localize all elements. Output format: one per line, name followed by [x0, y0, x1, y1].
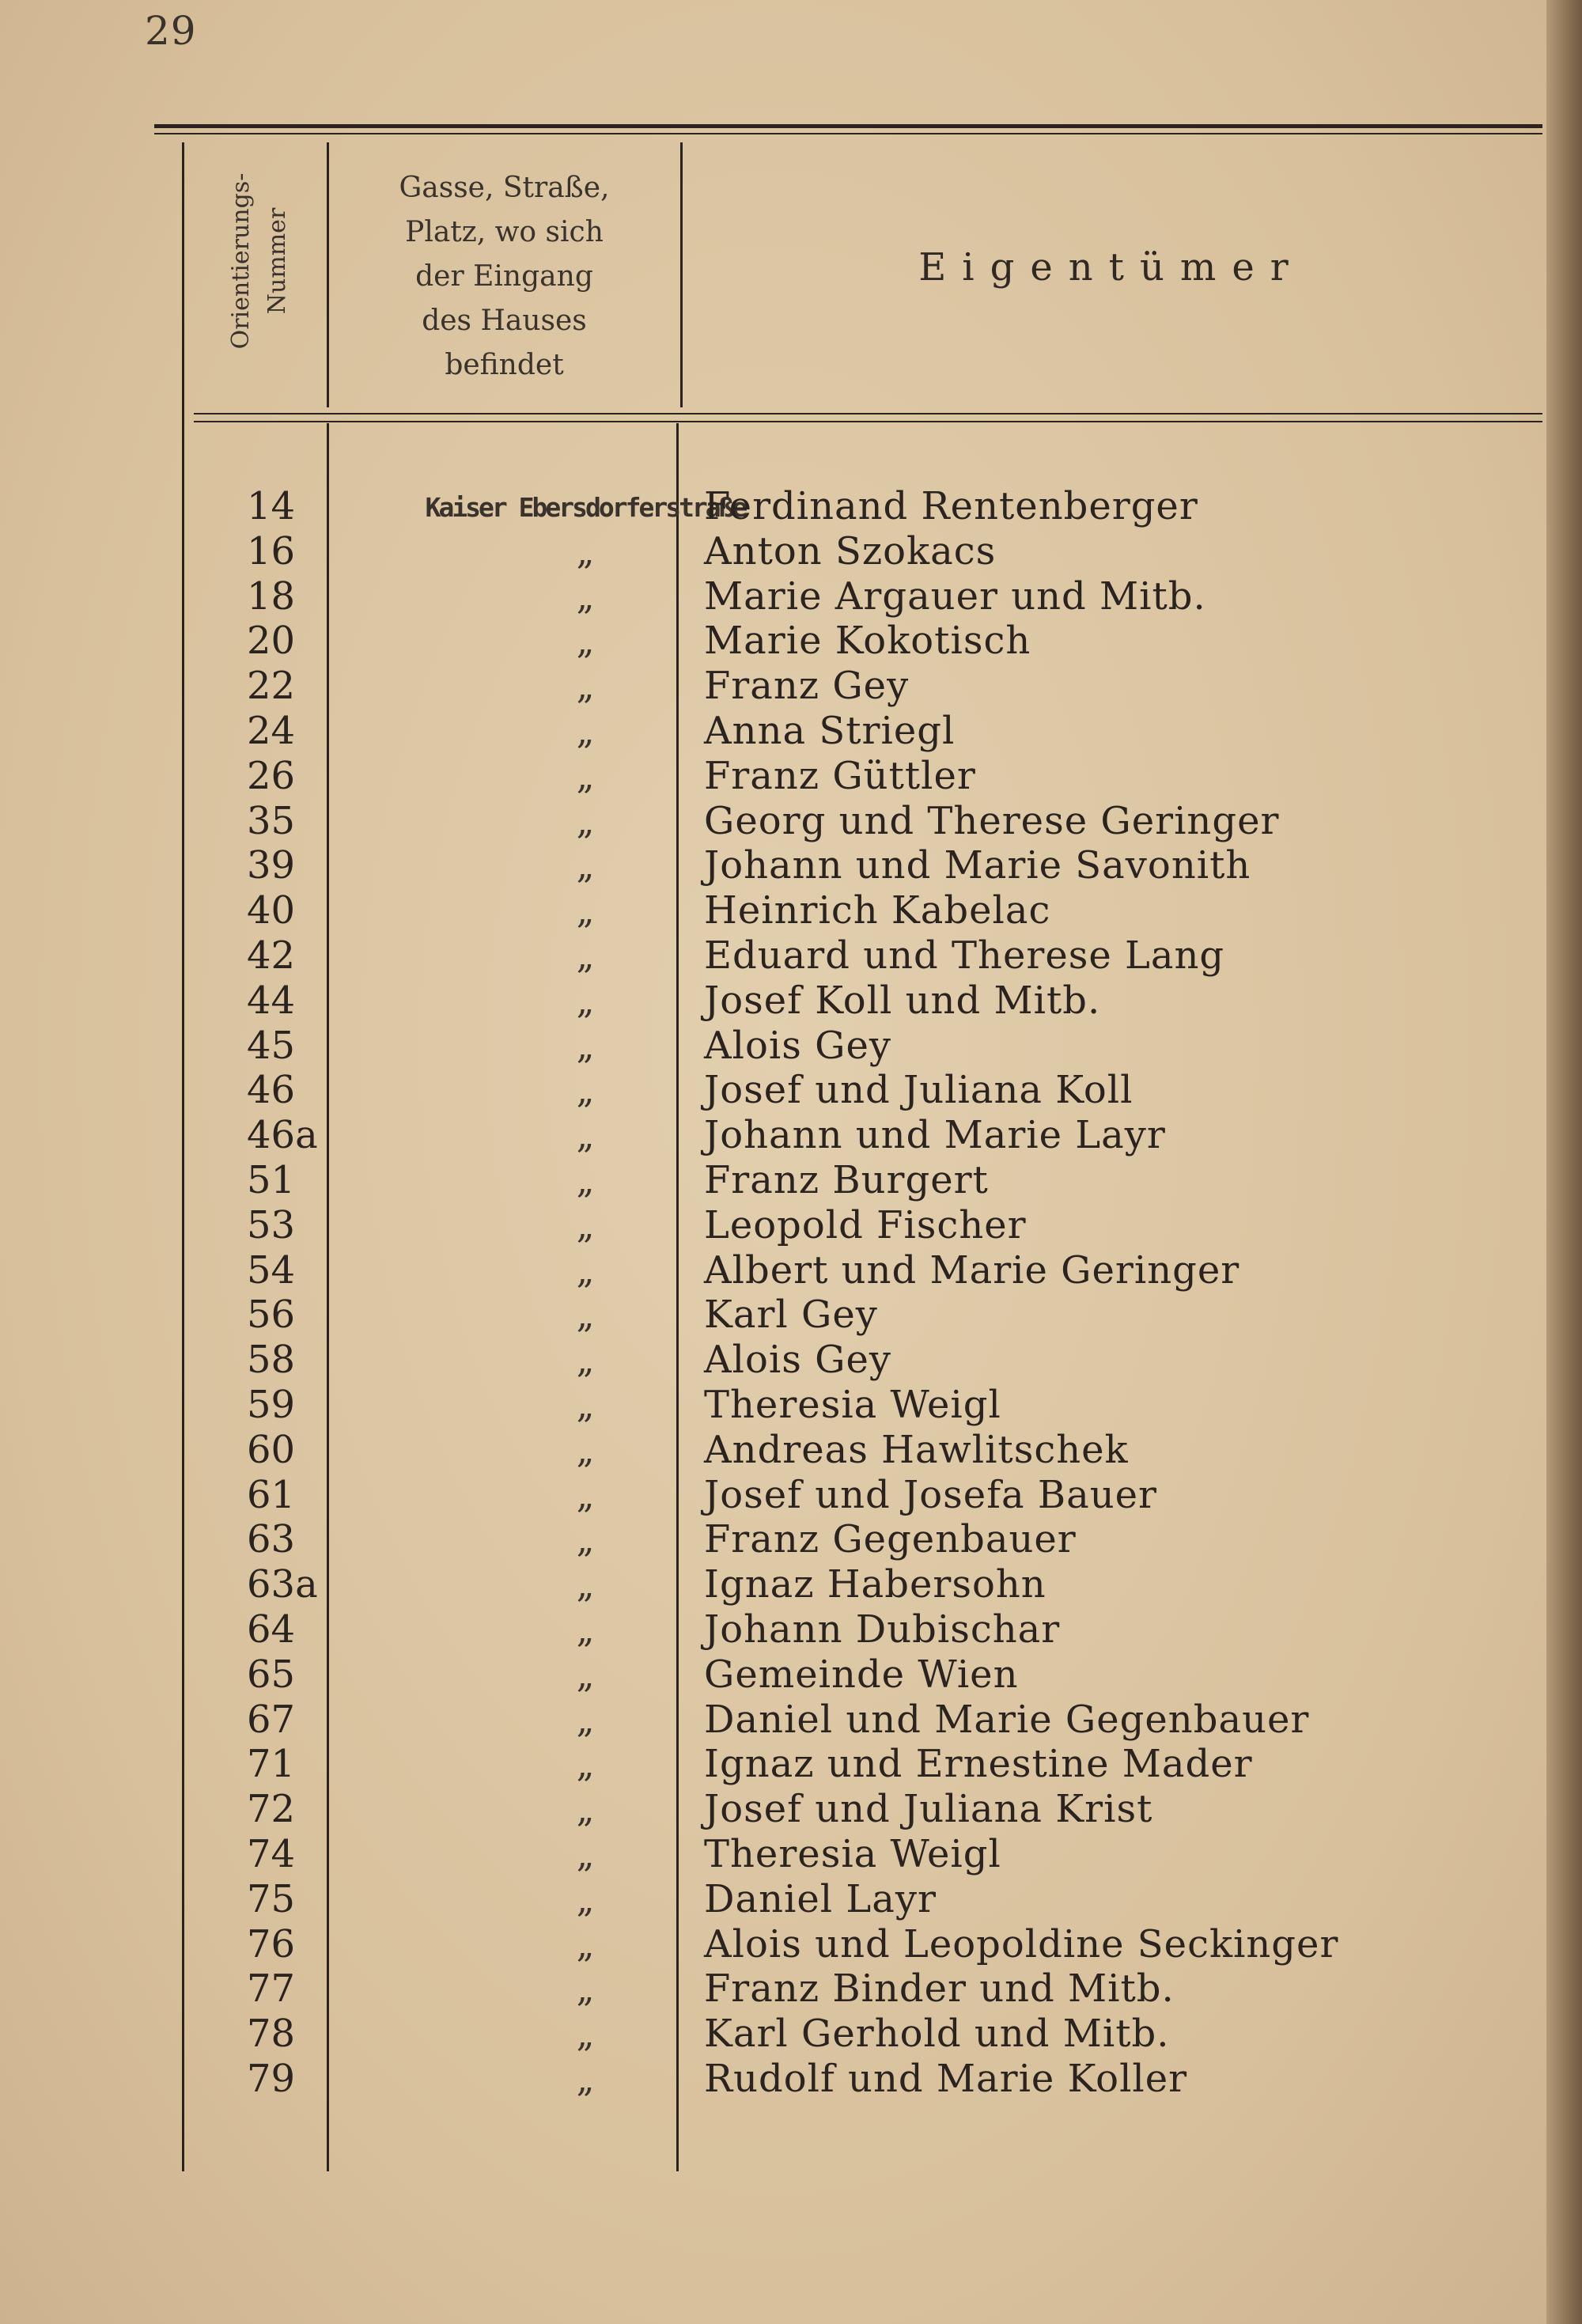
house-number: 42 — [247, 933, 296, 978]
ditto-mark: „ — [576, 1206, 595, 1247]
ditto-mark: „ — [576, 1296, 595, 1337]
table-row — [182, 1024, 1527, 1069]
owner-name: Johann Dubischar — [704, 1607, 1061, 1652]
header-bottom-rule-2 — [194, 421, 1542, 422]
table-row — [182, 1158, 1527, 1203]
house-number: 20 — [247, 619, 296, 664]
ditto-mark: „ — [576, 1925, 595, 1966]
ditto-mark: „ — [576, 1745, 595, 1786]
table-row — [182, 1517, 1527, 1562]
owner-name: Daniel und Marie Gegenbauer — [704, 1697, 1310, 1742]
ditto-mark: „ — [576, 667, 595, 708]
table-row — [182, 1698, 1527, 1743]
ditto-mark: „ — [576, 756, 595, 797]
owner-name: Ferdinand Rentenberger — [704, 484, 1198, 528]
house-number: 75 — [247, 1876, 296, 1921]
house-number: 51 — [247, 1157, 296, 1202]
ditto-mark: „ — [576, 1700, 595, 1741]
table-row — [182, 709, 1527, 754]
house-number: 53 — [247, 1202, 296, 1247]
table-row — [182, 1787, 1527, 1832]
house-number: 76 — [247, 1921, 296, 1966]
table-row — [182, 1832, 1527, 1877]
owner-name: Johann und Marie Layr — [704, 1113, 1166, 1158]
house-number: 78 — [247, 2012, 296, 2057]
owner-name: Albert und Marie Geringer — [704, 1247, 1240, 1293]
table-row — [182, 933, 1527, 978]
owner-name: Franz Gey — [704, 664, 910, 709]
house-number: 77 — [247, 1966, 296, 2012]
table-row — [182, 1428, 1527, 1473]
ditto-mark: „ — [576, 801, 595, 842]
owner-name: Gemeinde Wien — [704, 1652, 1019, 1697]
table-row — [182, 888, 1527, 933]
table-row — [182, 1068, 1527, 1113]
house-number: 18 — [247, 573, 296, 619]
table-row — [182, 1742, 1527, 1787]
top-rule — [154, 124, 1542, 128]
header-number-column — [188, 127, 331, 396]
house-number: 63a — [247, 1562, 318, 1607]
owner-name: Marie Kokotisch — [704, 619, 1031, 664]
table-row — [182, 1877, 1527, 1922]
header-number-line-1: Orientierungs- — [227, 172, 255, 350]
house-number: 16 — [247, 528, 296, 573]
table-row — [182, 978, 1527, 1024]
ditto-mark: „ — [576, 1116, 595, 1157]
ditto-mark: „ — [576, 1430, 595, 1471]
owner-name: Karl Gey — [704, 1293, 878, 1338]
owner-name: Theresia Weigl — [704, 1831, 1001, 1876]
table-row — [182, 1338, 1527, 1383]
table-row — [182, 1652, 1527, 1698]
header-street-line: Platz, wo sich — [405, 216, 604, 248]
owner-name: Josef und Juliana Krist — [704, 1787, 1153, 1832]
house-number: 35 — [247, 798, 296, 843]
header-street-line: des Hauses — [422, 305, 587, 337]
table-row — [182, 1966, 1527, 2012]
table-row — [182, 529, 1527, 574]
owner-name: Josef und Juliana Koll — [704, 1068, 1134, 1113]
owner-name: Alois Gey — [704, 1338, 892, 1383]
table-row — [182, 1473, 1527, 1518]
owner-name: Alois Gey — [704, 1023, 892, 1068]
owner-name: Alois und Leopoldine Seckinger — [704, 1921, 1339, 1966]
ditto-mark: „ — [576, 711, 595, 752]
table-row — [182, 1562, 1527, 1607]
ditto-mark: „ — [576, 1520, 595, 1561]
house-number: 46a — [247, 1113, 318, 1158]
owner-name: Rudolf und Marie Koller — [704, 2056, 1188, 2101]
ditto-mark: „ — [576, 846, 595, 888]
table-row — [182, 754, 1527, 799]
owner-name: Josef und Josefa Bauer — [704, 1472, 1157, 1517]
owner-name: Franz Burgert — [704, 1157, 989, 1202]
owner-name: Franz Güttler — [704, 753, 976, 798]
house-number: 39 — [247, 843, 296, 888]
owner-name: Anna Striegl — [704, 708, 956, 753]
owner-name: Franz Gegenbauer — [704, 1517, 1077, 1562]
house-number: 58 — [247, 1338, 296, 1383]
ditto-mark: „ — [576, 1610, 595, 1651]
house-number: 45 — [247, 1023, 296, 1068]
owner-name: Heinrich Kabelac — [704, 888, 1051, 933]
house-number: 26 — [247, 753, 296, 798]
owner-name: Johann und Marie Savonith — [704, 843, 1251, 888]
house-number: 22 — [247, 664, 296, 709]
ditto-mark: „ — [576, 2015, 595, 2056]
owner-name: Anton Szokacs — [704, 528, 997, 573]
ditto-mark: „ — [576, 1385, 595, 1426]
table-row — [182, 1383, 1527, 1428]
owner-name: Daniel Layr — [704, 1876, 937, 1921]
ditto-mark: „ — [576, 622, 595, 663]
table-row — [182, 484, 1527, 529]
ditto-mark: „ — [576, 936, 595, 977]
ditto-mark: „ — [576, 1879, 595, 1921]
house-number: 74 — [247, 1831, 296, 1876]
table-row — [182, 1203, 1527, 1248]
house-number: 60 — [247, 1427, 296, 1472]
ditto-mark: „ — [576, 1970, 595, 2011]
house-number: 46 — [247, 1068, 296, 1113]
page-number: 29 — [145, 8, 197, 54]
header-street-line: Gasse, Straße, — [399, 172, 610, 204]
table-row — [182, 2012, 1527, 2057]
header-number-line-2: Nummer — [263, 207, 291, 315]
house-number: 24 — [247, 708, 296, 753]
header-street-line: der Eingang — [415, 260, 593, 293]
house-number: 67 — [247, 1697, 296, 1742]
house-number: 44 — [247, 978, 296, 1023]
owner-name: Leopold Fischer — [704, 1202, 1027, 1247]
ditto-mark: „ — [576, 577, 595, 618]
ditto-mark: „ — [576, 1655, 595, 1696]
house-number: 72 — [247, 1787, 296, 1832]
owner-name: Marie Argauer und Mitb. — [704, 573, 1206, 619]
house-number: 14 — [247, 484, 296, 528]
ditto-mark: „ — [576, 1790, 595, 1831]
table-row — [182, 799, 1527, 844]
ditto-mark: „ — [576, 981, 595, 1022]
owner-name: Andreas Hawlitschek — [704, 1427, 1129, 1472]
ditto-mark: „ — [576, 1251, 595, 1292]
ditto-mark: „ — [576, 1160, 595, 1202]
house-number: 79 — [247, 2056, 296, 2101]
header-bottom-rule — [194, 413, 1542, 414]
ditto-mark: „ — [576, 532, 595, 573]
table-row — [182, 2057, 1527, 2102]
ditto-mark: „ — [576, 1071, 595, 1112]
ditto-mark: „ — [576, 1565, 595, 1607]
header-street-column — [328, 166, 680, 388]
ditto-mark: „ — [576, 1341, 595, 1382]
owner-name: Ignaz Habersohn — [704, 1562, 1046, 1607]
ditto-mark: „ — [576, 1026, 595, 1067]
house-number: 56 — [247, 1293, 296, 1338]
ditto-mark: „ — [576, 891, 595, 933]
owner-name: Eduard und Therese Lang — [704, 933, 1225, 978]
table-row — [182, 1293, 1527, 1338]
table-row — [182, 843, 1527, 888]
owner-name: Franz Binder und Mitb. — [704, 1966, 1175, 2012]
header-owner-column: Eigentümer — [918, 245, 1304, 290]
street-name: Kaiser Ebersdorferstraße — [425, 492, 746, 523]
table-row — [182, 1113, 1527, 1158]
owner-name: Karl Gerhold und Mitb. — [704, 2012, 1170, 2057]
table-row — [182, 619, 1527, 664]
table-row — [182, 574, 1527, 619]
table-row — [182, 664, 1527, 709]
owner-name: Georg und Therese Geringer — [704, 798, 1280, 843]
house-number: 63 — [247, 1517, 296, 1562]
header-street-line: befindet — [445, 349, 564, 381]
house-number: 64 — [247, 1607, 296, 1652]
ditto-mark: „ — [576, 2059, 595, 2100]
table-row — [182, 1607, 1527, 1652]
table-row — [182, 1248, 1527, 1293]
house-number: 71 — [247, 1742, 296, 1787]
ditto-mark: „ — [576, 1475, 595, 1516]
house-number: 65 — [247, 1652, 296, 1697]
top-rule-thin — [154, 133, 1542, 134]
book-edge — [1546, 0, 1582, 2324]
house-number: 61 — [247, 1472, 296, 1517]
ditto-mark: „ — [576, 1834, 595, 1875]
owner-table-body — [182, 484, 1527, 2102]
house-number: 40 — [247, 888, 296, 933]
owner-name: Ignaz und Ernestine Mader — [704, 1742, 1253, 1787]
house-number: 54 — [247, 1247, 296, 1293]
house-number: 59 — [247, 1382, 296, 1427]
owner-name: Josef Koll und Mitb. — [704, 978, 1101, 1023]
table-row — [182, 1922, 1527, 1967]
owner-name: Theresia Weigl — [704, 1382, 1001, 1427]
